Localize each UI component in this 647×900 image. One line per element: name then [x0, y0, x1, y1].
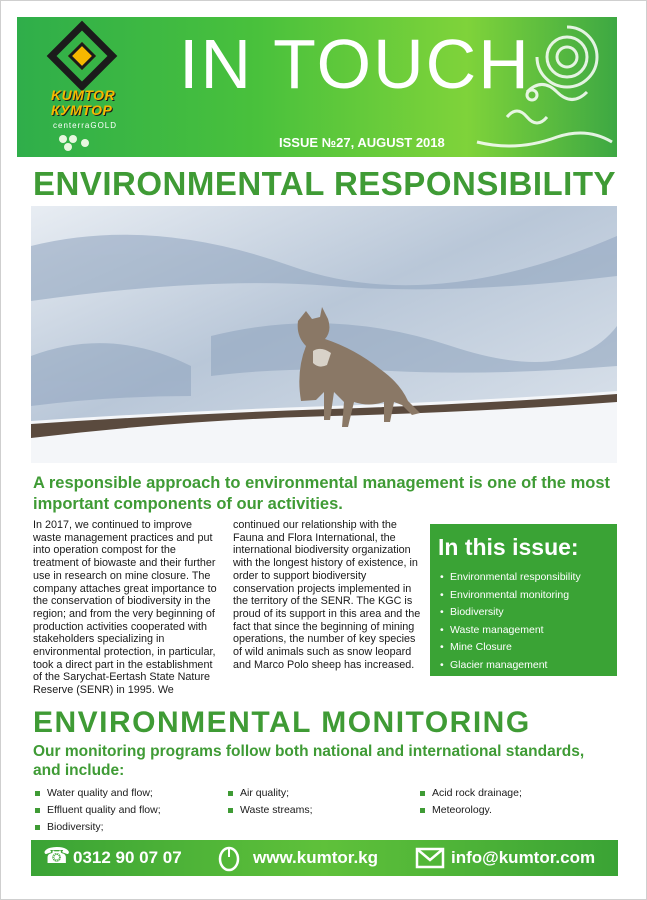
in-this-issue-box [430, 524, 617, 676]
website-link[interactable]: www.kumtor.kg [253, 848, 379, 867]
contact-footer [31, 840, 618, 876]
list-item: • Biodiversity [438, 604, 609, 622]
wolf-photo [31, 206, 617, 463]
body-text-column-2: continued our relationship with the Fauna and Flora International, the international biodiversity organization with the longest history of existence, in order to support biodiversity conservation projects implemented in the territory of the SENR. The KGC is proud of its support in this area and the fact that since the beginning of mining operations, the number of key species of wild animals such as snow leopard and Marco Polo sheep has increased. [233, 519, 421, 671]
newsletter-title: IN TOUCH [179, 25, 531, 103]
mouse-icon [215, 844, 243, 872]
monitoring-subheading: Our monitoring programs follow both national and international standards, and include: [33, 743, 585, 779]
in-this-issue-title: In this issue: [438, 534, 579, 560]
phone-number: 0312 90 07 07 [73, 848, 182, 867]
list-item: Biodiversity; [33, 819, 161, 836]
monitoring-list-2 [226, 785, 313, 819]
lead-paragraph: A responsible approach to environmental management is one of the most important components of our activities. [33, 474, 610, 513]
body-text-column-1: In 2017, we continued to improve waste management practices and put into operation compost for the treatment of biowaste and their further use in research on mine closure. The company attaches great importance to the conservation of biodiversity in the region; and from the very beginning of production activities cooperated with stakeholders specializing in environmental protection, in particular, took a direct part in the establishment of the Sarychat-Eertash State Nature Reserve (SENR) in 1995. We [33, 519, 217, 697]
logo-wordmark-cyrillic: КУМТОР [51, 102, 113, 118]
section-heading-monitoring: ENVIRONMENTAL MONITORING [33, 706, 531, 739]
list-item: • Waste management [438, 622, 609, 640]
list-item: • Mine Closure [438, 639, 609, 657]
issue-label: ISSUE №27, AUGUST 2018 [279, 135, 445, 150]
centerra-logo: centerraGOLD [53, 121, 118, 130]
issue-contents-list [438, 569, 609, 675]
list-item: Water quality and flow; [33, 785, 161, 802]
list-item: Effluent quality and flow; [33, 802, 161, 819]
list-item: Acid rock drainage; [418, 785, 522, 802]
list-item: • Environmental monitoring [438, 587, 609, 605]
section-heading-responsibility: ENVIRONMENTAL RESPONSIBILITY [33, 165, 616, 202]
masthead [17, 17, 617, 157]
monitoring-list-3 [418, 785, 522, 819]
logo-wordmark: KUMTOR [51, 87, 116, 103]
list-item: • Environmental responsibility [438, 569, 609, 587]
kumtor-logo [41, 25, 161, 150]
list-item: • Glacier management [438, 657, 609, 675]
list-item: Waste streams; [226, 802, 313, 819]
monitoring-list-1 [33, 785, 161, 836]
phone-icon: ☎ [43, 843, 71, 868]
list-item: Air quality; [226, 785, 313, 802]
email-link[interactable]: info@kumtor.com [451, 848, 596, 867]
list-item: Meteorology. [418, 802, 522, 819]
envelope-icon [415, 846, 445, 870]
